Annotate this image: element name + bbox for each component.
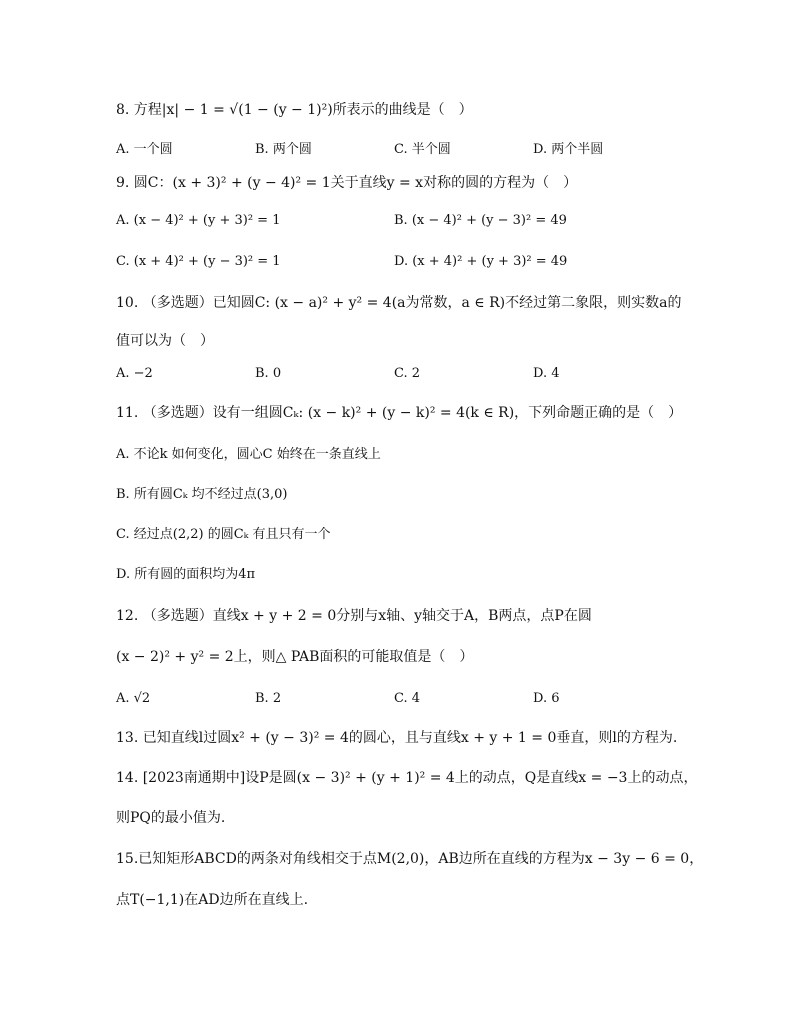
question-12-option-d: D. 6 <box>533 691 560 706</box>
question-8-option-b: B. 两个圆 <box>255 142 312 157</box>
question-8-option-c: C. 半个圆 <box>394 142 451 157</box>
question-8-option-a: A. 一个圆 <box>116 142 173 157</box>
question-8-stem: 8. 方程|x| − 1 = √(1 − (y − 1)²)所表示的曲线是（ ） <box>116 102 473 118</box>
question-10-stem-line1: 10. （多选题）已知圆C: (x − a)² + y² = 4(a为常数，a ∈ R)不经过第二象限，则实数a的 <box>116 295 682 311</box>
question-15-stem-line2: 点T(−1,1)在AD边所在直线上. <box>116 892 309 908</box>
question-11-option-a: A. 不论k 如何变化，圆心C 始终在一条直线上 <box>116 447 381 462</box>
question-12-option-c: C. 4 <box>394 691 421 706</box>
question-12-option-b: B. 2 <box>255 691 282 706</box>
question-9-option-b: B. (x − 4)² + (y − 3)² = 49 <box>394 213 567 228</box>
question-12-stem-line1: 12. （多选题）直线x + y + 2 = 0分别与x轴、y轴交于A，B两点，点P在圆 <box>116 608 592 624</box>
question-11-option-b: B. 所有圆Cₖ 均不经过点(3,0) <box>116 487 288 502</box>
question-11-option-d: D. 所有圆的面积均为4π <box>116 567 256 582</box>
question-9-stem: 9. 圆C：(x + 3)² + (y − 4)² = 1关于直线y = x对称的圆的方程为（ ） <box>116 175 578 191</box>
question-15-stem-line1: 15.已知矩形ABCD的两条对角线相交于点M(2,0)，AB边所在直线的方程为x − 3y − 6 = 0， <box>116 851 704 867</box>
question-11-option-c: C. 经过点(2,2) 的圆Cₖ 有且只有一个 <box>116 527 331 542</box>
question-10-option-d: D. 4 <box>533 366 560 381</box>
question-10-option-b: B. 0 <box>255 366 282 381</box>
question-9-option-d: D. (x + 4)² + (y + 3)² = 49 <box>394 254 568 269</box>
question-9-option-c: C. (x + 4)² + (y − 3)² = 1 <box>116 254 281 269</box>
question-12-option-a: A. √2 <box>116 691 151 706</box>
question-12-stem-line2: (x − 2)² + y² = 2上，则△ PAB面积的可能取值是（ ） <box>116 649 474 665</box>
question-9-option-a: A. (x − 4)² + (y + 3)² = 1 <box>116 213 281 228</box>
question-8-option-d: D. 两个半圆 <box>533 142 604 157</box>
question-11-stem: 11. （多选题）设有一组圆Cₖ: (x − k)² + (y − k)² = 4(k ∈ R)，下列命题正确的是（ ） <box>116 405 683 421</box>
question-10-option-a: A. −2 <box>116 366 153 381</box>
question-10-option-c: C. 2 <box>394 366 421 381</box>
question-13-stem: 13. 已知直线l过圆x² + (y − 3)² = 4的圆心，且与直线x + y + 1 = 0垂直，则l的方程为. <box>116 730 678 746</box>
question-14-stem-line2: 则PQ的最小值为. <box>116 810 226 826</box>
question-14-stem-line1: 14. [2023南通期中]设P是圆(x − 3)² + (y + 1)² = 4上的动点，Q是直线x = −3上的动点， <box>116 770 698 786</box>
question-10-stem-line2: 值可以为（ ） <box>116 333 214 349</box>
